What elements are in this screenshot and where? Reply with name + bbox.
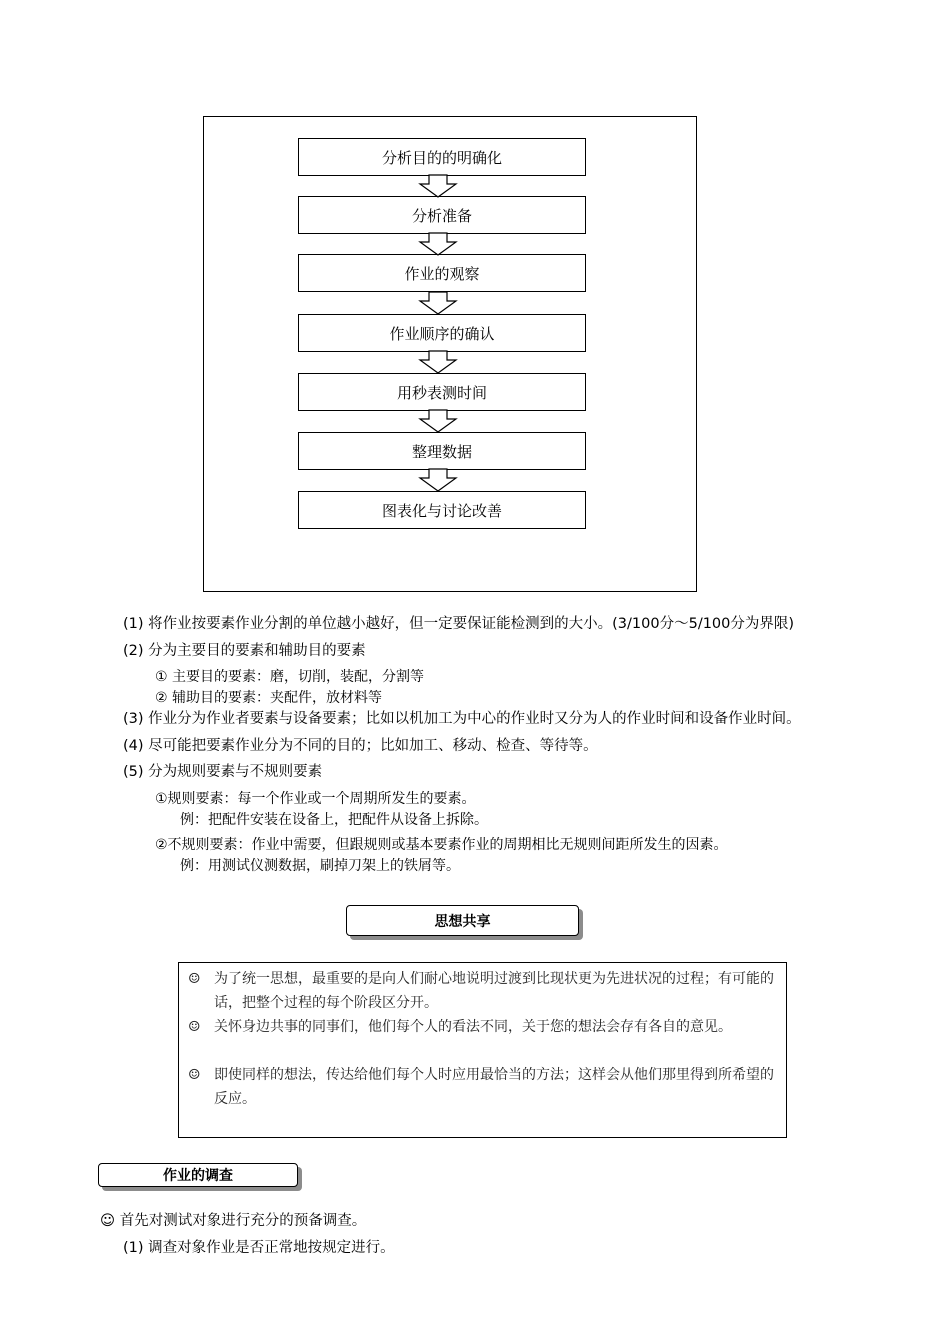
item-2: (2) 分为主要目的要素和辅助目的要素 xyxy=(123,643,366,659)
share-section-header: 思想共享 xyxy=(346,905,579,936)
item-5-sub-b: ②不规则要素：作业中需要，但跟规则或基本要素作业的周期相比无规则间距所发生的因素。 xyxy=(155,837,728,853)
item-2-sub-a: ① 主要目的要素：磨，切削，装配，分割等 xyxy=(155,669,424,685)
down-arrow-icon xyxy=(418,350,458,374)
item-5: (5) 分为规则要素与不规则要素 xyxy=(123,764,323,780)
down-arrow-icon xyxy=(418,468,458,492)
flow-step-6: 整理数据 xyxy=(298,432,586,470)
item-5-sub-a-example: 例：把配件安装在设备上，把配件从设备上拆除。 xyxy=(180,812,488,828)
flow-step-7: 图表化与讨论改善 xyxy=(298,491,586,529)
survey-section-header: 作业的调查 xyxy=(98,1163,298,1187)
down-arrow-icon xyxy=(418,291,458,315)
item-3: (3) 作业分为作业者要素与设备要素；比如以机加工为中心的作业时又分为人的作业时间和设备作业时间。 xyxy=(123,711,801,727)
item-5-sub-b-example: 例：用测试仪测数据，刷掉刀架上的铁屑等。 xyxy=(180,858,460,874)
item-5-sub-a: ①规则要素：每一个作业或一个周期所发生的要素。 xyxy=(155,791,476,807)
survey-item-1: (1) 调查对象作业是否正常地按规定进行。 xyxy=(123,1240,395,1256)
share-bullet-2 xyxy=(188,1015,778,1039)
down-arrow-icon xyxy=(418,232,458,256)
smiley-icon: ☺ xyxy=(188,1067,201,1083)
share-bullet-text: 关怀身边共事的同事们，他们每个人的看法不同，关于您的想法会存有各自的意见。 xyxy=(214,1019,732,1035)
share-bullet-text: 为了统一思想，最重要的是向人们耐心地说明过渡到比现状更为先进状况的过程；有可能的话，把整个过程的每个阶段区分开。 xyxy=(214,971,774,1011)
flow-step-3: 作业的观察 xyxy=(298,254,586,292)
down-arrow-icon xyxy=(418,409,458,433)
flow-step-2: 分析准备 xyxy=(298,196,586,234)
flow-step-4: 作业顺序的确认 xyxy=(298,314,586,352)
share-bullet-3 xyxy=(188,1063,778,1111)
flow-step-1: 分析目的的明确化 xyxy=(298,138,586,176)
down-arrow-icon xyxy=(418,174,458,198)
item-2-sub-b: ② 辅助目的要素：夹配件，放材料等 xyxy=(155,690,383,706)
smiley-icon: ☺ xyxy=(188,971,201,987)
flow-step-5: 用秒表测时间 xyxy=(298,373,586,411)
smiley-icon: ☺ xyxy=(188,1019,201,1035)
item-4: (4) 尽可能把要素作业分为不同的目的；比如加工、移动、检查、等待等。 xyxy=(123,738,598,754)
share-bullet-text: 即使同样的想法，传达给他们每个人时应用最恰当的方法；这样会从他们那里得到所希望的反应。 xyxy=(214,1067,774,1107)
item-1: (1) 将作业按要素作业分割的单位越小越好，但一定要保证能检测到的大小。(3/100分～5/100分为界限) xyxy=(123,616,795,632)
share-bullet-1 xyxy=(188,967,778,1015)
survey-intro: ☺ 首先对测试对象进行充分的预备调查。 xyxy=(100,1213,367,1229)
